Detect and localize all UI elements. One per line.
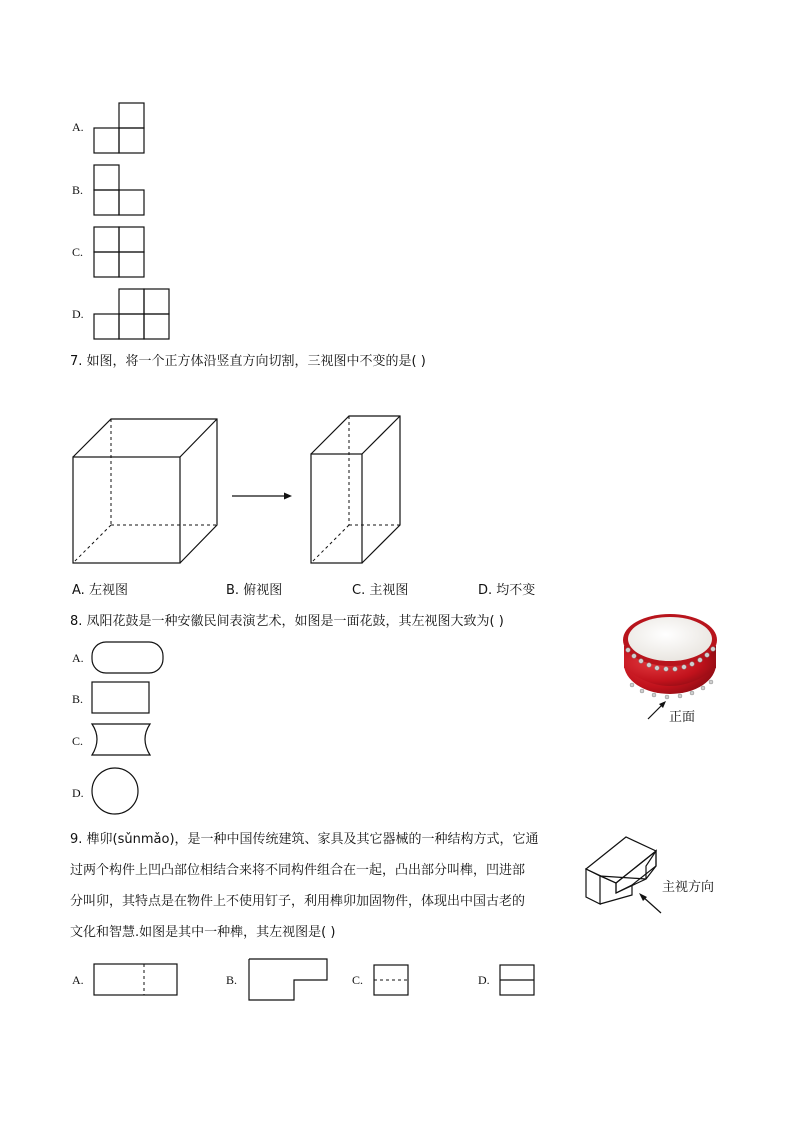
option-letter: B. — [226, 973, 238, 987]
option-letter: C. — [72, 245, 84, 259]
option-text: 左视图 — [88, 583, 128, 598]
option-letter: A. — [72, 583, 85, 598]
option-letter: A. — [72, 120, 84, 134]
q9-stem-line: 过两个构件上凹凸部位相结合来将不同构件组合在一起，凸出部分叫榫，凹进部 — [70, 863, 526, 878]
option-letter: D. — [72, 786, 84, 800]
option-letter: B. — [226, 583, 240, 598]
option-text: 主视图 — [369, 583, 409, 598]
option-letter: C. — [352, 973, 364, 987]
q9-stem-line: 9. 榫卯(sǔnmǎo)，是一种中国传统建筑、家具及其它器械的一种结构方式，它通 — [70, 832, 539, 847]
option-letter: A. — [72, 651, 84, 665]
q7-stem: 7. 如图，将一个正方体沿竖直方向切割，三视图中不变的是( ) — [70, 354, 426, 369]
q9-stem-line: 分叫卯，其特点是在物件上不使用钉子，利用榫卯加固物件，体现出中国古老的 — [70, 894, 526, 909]
option-letter: C. — [352, 583, 366, 598]
q8-stem: 8. 凤阳花鼓是一种安徽民间表演艺术，如图是一面花鼓，其左视图大致为( ) — [70, 614, 504, 629]
option-letter: C. — [72, 734, 84, 748]
option-letter: B. — [72, 183, 84, 197]
option-letter: A. — [72, 973, 84, 987]
option-letter: D. — [72, 307, 84, 321]
q9-stem-line: 文化和智慧.如图是其中一种榫，其左视图是( ) — [70, 925, 336, 940]
drum-front-label: 正面 — [669, 710, 696, 725]
option-letter: D. — [478, 583, 493, 598]
option-text: 均不变 — [496, 583, 536, 598]
main-view-direction-label: 主视方向 — [662, 880, 715, 895]
option-letter: D. — [478, 973, 490, 987]
option-letter: B. — [72, 692, 84, 706]
option-text: 俯视图 — [243, 583, 283, 598]
